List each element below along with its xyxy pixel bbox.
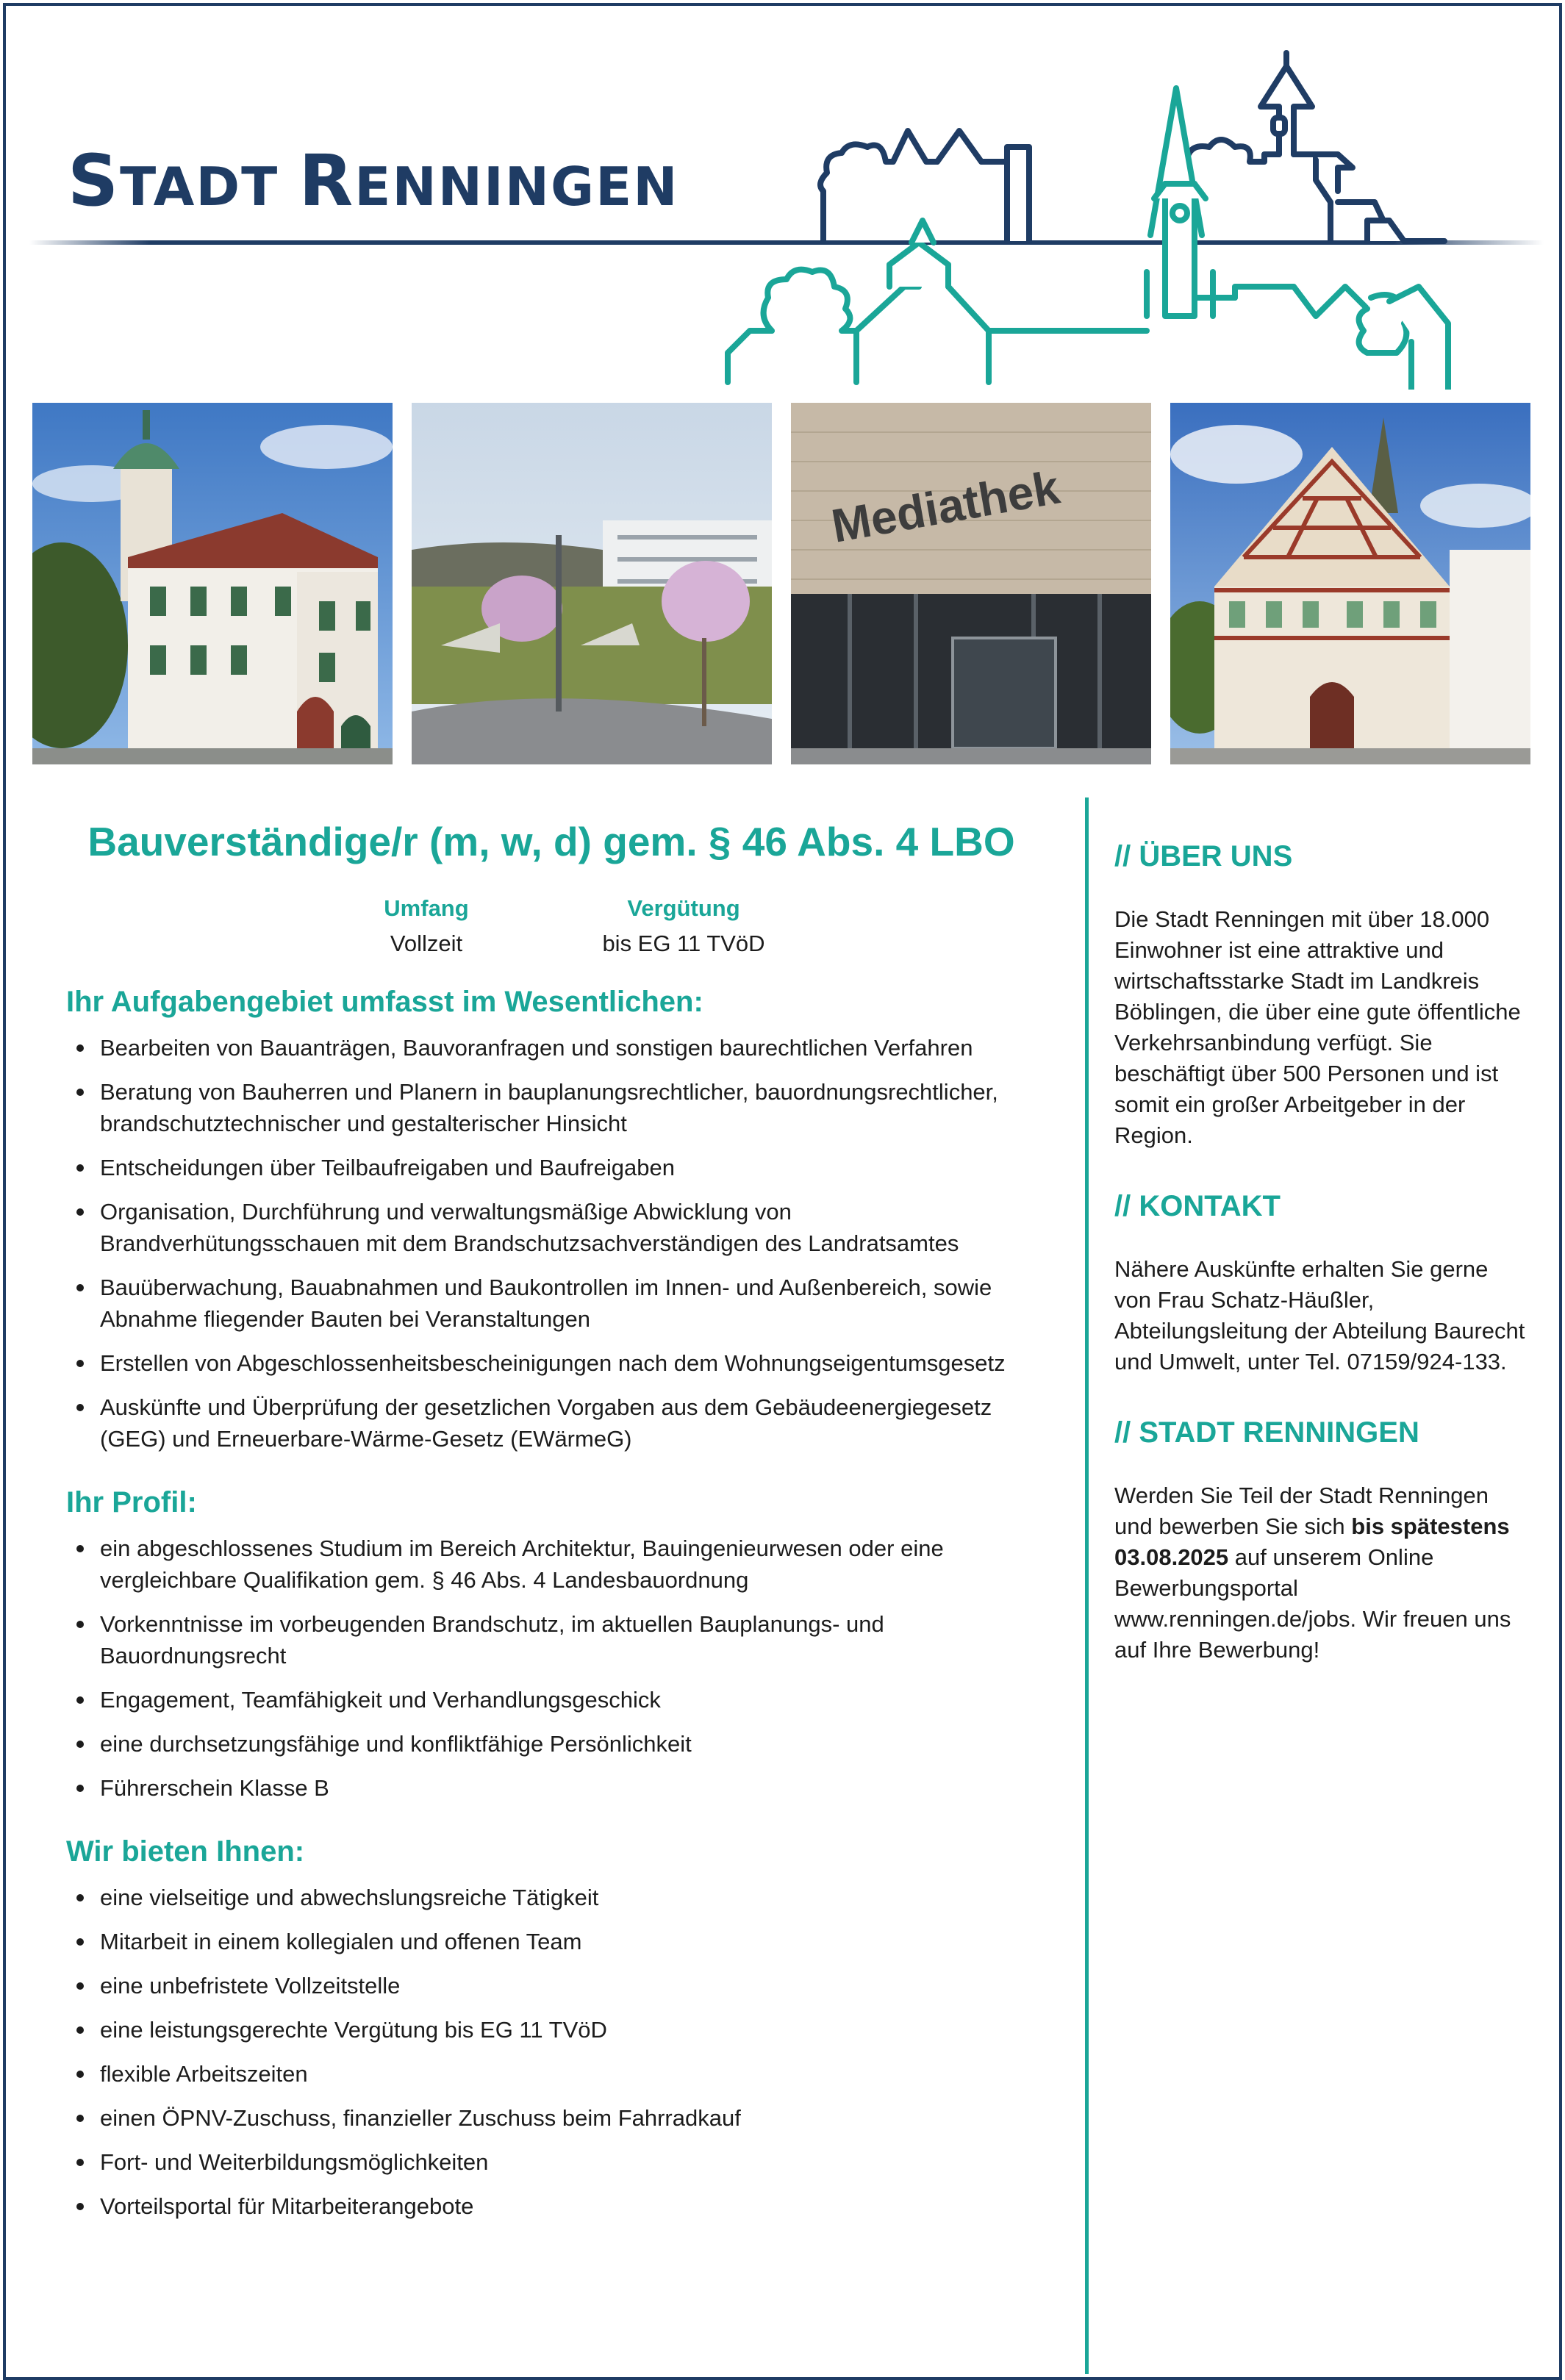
- list-item: Engagement, Teamfähigkeit und Verhandlungsgeschick: [66, 1684, 1036, 1716]
- offer-heading: Wir bieten Ihnen:: [66, 1835, 305, 1868]
- contact-text: Nähere Auskünfte erhalten Sie gerne von Frau Schatz-Häußler, Abteilungsleitung der Abteilung Baurecht und Umwelt, unter Tel. 07159/924-133.: [1114, 1256, 1525, 1374]
- scope-block: [353, 895, 500, 957]
- list-item: Bearbeiten von Bauanträgen, Bauvoranfragen und sonstigen baurechtlichen Verfahren: [66, 1032, 1036, 1064]
- logo-letter: S: [68, 140, 121, 222]
- deadline: bis spätestens 03.08.2025: [1114, 1513, 1510, 1570]
- city-logo: [68, 140, 679, 222]
- contact-heading: // KONTAKT: [1114, 1190, 1281, 1222]
- list-item: Beratung von Bauherren und Planern in bauplanungsrechtlicher, bauordnungsrechtlicher, brandschutztechnischer und gestalterischer Hinsicht: [66, 1076, 1036, 1139]
- list-item: Organisation, Durchführung und verwaltungsmäßige Abwicklung von Brandverhütungsschauen mit dem Brandschutzsachverständigen des Landratsamtes: [66, 1196, 1036, 1259]
- logo-text: ENNINGEN: [354, 156, 679, 218]
- tasks-list: [66, 1032, 1036, 1455]
- offer-list: [66, 1882, 1036, 2222]
- list-item: Vorkenntnisse im vorbeugenden Brandschutz, im aktuellen Bauplanungs- und Bauordnungsrecht: [66, 1608, 1036, 1671]
- list-item: eine leistungsgerechte Vergütung bis EG 11 TVöD: [66, 2014, 1036, 2046]
- profile-list: [66, 1533, 1036, 1804]
- list-item: Bauüberwachung, Bauabnahmen und Baukontrollen im Innen- und Außenbereich, sowie Abnahme fliegender Bauten bei Veranstaltungen: [66, 1272, 1036, 1335]
- list-item: eine durchsetzungsfähige und konfliktfähige Persönlichkeit: [66, 1728, 1036, 1760]
- mediathek-photo: [791, 403, 1151, 764]
- list-item: Mitarbeit in einem kollegialen und offenen Team: [66, 1926, 1036, 1957]
- about-text: Die Stadt Renningen mit über 18.000 Einwohner ist eine attraktive und wirtschaftsstarke Stadt im Landkreis Böblingen, die über eine gute öffentliche Verkehrsanbindung verfügt. Sie beschäftigt über 500 Personen und ist somit ein großer Arbeitgeber in der Region.: [1114, 906, 1521, 1148]
- town-hall-photo: [32, 403, 393, 764]
- about-heading: // ÜBER UNS: [1114, 840, 1293, 872]
- logo-text: TADT: [120, 156, 299, 218]
- job-meta: [66, 895, 1036, 983]
- list-item: eine unbefristete Vollzeitstelle: [66, 1970, 1036, 2001]
- city-text: [1114, 1480, 1526, 1666]
- list-item: Führerschein Klasse B: [66, 1772, 1036, 1804]
- job-title: Bauverständige/r (m, w, d) gem. § 46 Abs. 4 LBO: [87, 819, 1015, 864]
- list-item: Entscheidungen über Teilbaufreigaben und Baufreigaben: [66, 1152, 1036, 1183]
- pay-label: Vergütung: [627, 895, 740, 921]
- pay-value: bis EG 11 TVöD: [602, 931, 765, 956]
- pay-block: [573, 895, 794, 957]
- list-item: Vorteilsportal für Mitarbeiterangebote: [66, 2190, 1036, 2222]
- list-item: einen ÖPNV-Zuschuss, finanzieller Zuschuss beim Fahrradkauf: [66, 2102, 1036, 2134]
- scope-value: Vollzeit: [390, 931, 463, 956]
- skyline-illustration: [706, 44, 1544, 390]
- city-text-end: auf unserem Online Bewerbungsportal www.renningen.de/jobs. Wir freuen uns auf Ihre Bewerbung!: [1114, 1544, 1511, 1663]
- list-item: ein abgeschlossenes Studium im Bereich Architektur, Bauingenieurwesen oder eine vergleichbare Qualifikation gem. § 46 Abs. 4 Landesbauordnung: [66, 1533, 1036, 1596]
- tasks-heading: Ihr Aufgabengebiet umfasst im Wesentlichen:: [66, 986, 703, 1018]
- half-timbered-hall-photo: [1170, 403, 1530, 764]
- mediathek-sign: Mediathek: [827, 460, 1064, 553]
- list-item: flexible Arbeitszeiten: [66, 2058, 1036, 2090]
- column-divider: [1085, 797, 1089, 2374]
- city-text-start: Werden Sie Teil der Stadt Renningen und bewerben Sie sich: [1114, 1483, 1489, 1539]
- main-column: [66, 816, 1036, 2234]
- city-heading: // STADT RENNINGEN: [1114, 1416, 1419, 1449]
- list-item: Fort- und Weiterbildungsmöglichkeiten: [66, 2146, 1036, 2178]
- logo-letter: R: [298, 140, 355, 222]
- sidebar: [1114, 838, 1526, 1666]
- scope-label: Umfang: [384, 895, 469, 921]
- profile-heading: Ihr Profil:: [66, 1486, 197, 1519]
- park-photo: [412, 403, 772, 764]
- list-item: Erstellen von Abgeschlossenheitsbescheinigungen nach dem Wohnungseigentumsgesetz: [66, 1347, 1036, 1379]
- list-item: Auskünfte und Überprüfung der gesetzlichen Vorgaben aus dem Gebäudeenergiegesetz (GEG) und Erneuerbare-Wärme-Gesetz (EWärmeG): [66, 1391, 1036, 1455]
- list-item: eine vielseitige und abwechslungsreiche Tätigkeit: [66, 1882, 1036, 1913]
